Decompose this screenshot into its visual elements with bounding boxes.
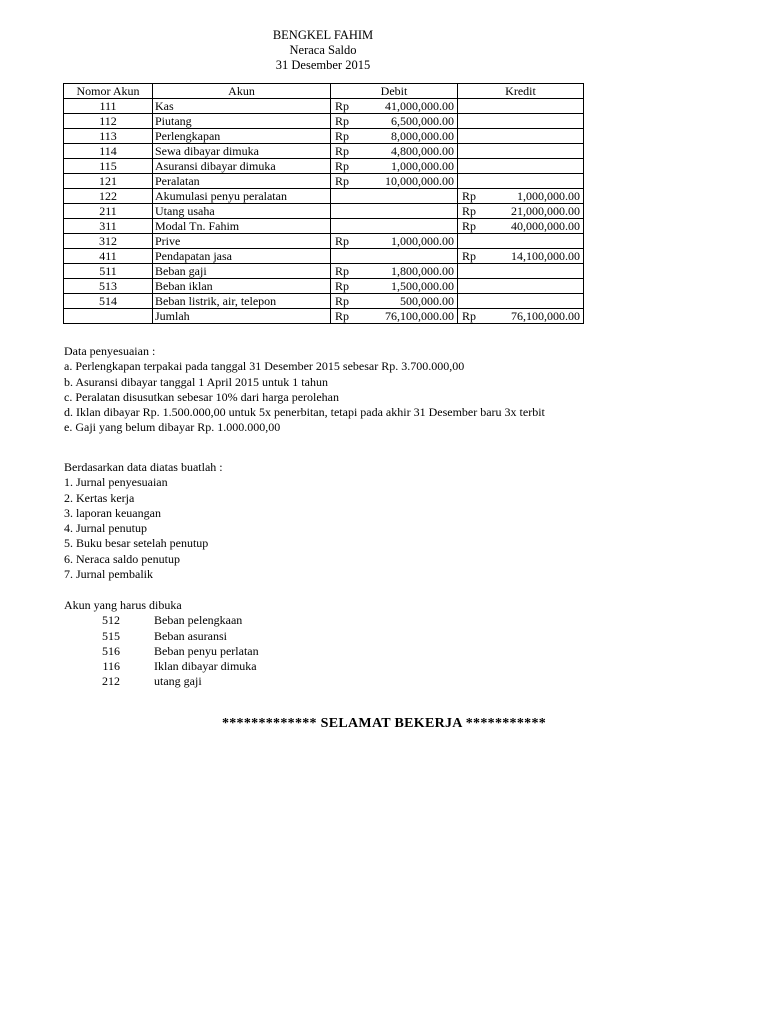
- credit-currency: Rp: [462, 309, 477, 323]
- debit-currency: Rp: [335, 159, 350, 173]
- debit-cell: [331, 144, 458, 159]
- credit-cell: [458, 99, 584, 114]
- credit-amount: 76,100,000.00: [511, 309, 580, 323]
- debit-cell: [331, 264, 458, 279]
- debit-cell: [331, 204, 458, 219]
- credit-cell: [458, 114, 584, 129]
- column-header-kredit: Kredit: [458, 84, 584, 99]
- account-name-cell: Piutang: [153, 114, 331, 129]
- report-title: Neraca Saldo: [289, 43, 357, 57]
- table-row: [64, 159, 584, 174]
- debit-cell: [331, 189, 458, 204]
- new-accounts-section: [64, 598, 259, 690]
- report-date: 31 Desember 2015: [275, 58, 371, 72]
- table-row: [64, 189, 584, 204]
- debit-currency: Rp: [335, 144, 350, 158]
- credit-cell: [458, 129, 584, 144]
- debit-currency: Rp: [335, 174, 350, 188]
- task-item: 5. Buku besar setelah penutup: [64, 536, 209, 551]
- debit-cell: [331, 129, 458, 144]
- company-name: BENGKEL FAHIM: [272, 28, 374, 42]
- debit-currency: Rp: [335, 234, 350, 248]
- task-item: 3. laporan keuangan: [64, 505, 161, 520]
- debit-cell: [331, 219, 458, 234]
- debit-currency: Rp: [335, 264, 350, 278]
- debit-cell: [331, 279, 458, 294]
- credit-amount: 1,000,000.00: [517, 189, 580, 203]
- table-row: [64, 144, 584, 159]
- account-name-cell: Akumulasi penyu peralatan: [153, 189, 331, 204]
- account-name-cell: Beban listrik, air, telepon: [153, 294, 331, 309]
- table-row: [64, 99, 584, 114]
- trial-balance-table: [63, 83, 584, 324]
- account-number-cell: 111: [64, 99, 153, 114]
- column-header-debit: Debit: [331, 84, 458, 99]
- table-row: [64, 174, 584, 189]
- account-name-cell: Modal Tn. Fahim: [153, 219, 331, 234]
- tasks-section: [64, 460, 223, 582]
- account-name-cell: Prive: [153, 234, 331, 249]
- new-account-number: 116: [102, 659, 120, 674]
- table-header-row: [64, 84, 584, 99]
- account-name-cell: Kas: [153, 99, 331, 114]
- tasks-title: Berdasarkan data diatas buatlah :: [64, 460, 223, 474]
- table-body: [64, 99, 584, 324]
- account-number-cell: 122: [64, 189, 153, 204]
- adjustment-item-a: a. Perlengkapan terpakai pada tanggal 31 Desember 2015 sebesar Rp. 3.700.000,00: [64, 359, 465, 374]
- credit-cell: [458, 159, 584, 174]
- credit-cell: [458, 279, 584, 294]
- account-name-cell: Beban iklan: [153, 279, 331, 294]
- debit-amount: 500,000.00: [400, 294, 454, 308]
- table-row: [64, 114, 584, 129]
- account-name-cell: Jumlah: [153, 309, 331, 324]
- table-row: [64, 264, 584, 279]
- task-item: 1. Jurnal penyesuaian: [64, 475, 168, 490]
- debit-currency: Rp: [335, 129, 350, 143]
- account-number-cell: 115: [64, 159, 153, 174]
- account-number-cell: 513: [64, 279, 153, 294]
- account-number-cell: 511: [64, 264, 153, 279]
- new-account-name: Iklan dibayar dimuka: [154, 659, 257, 674]
- debit-amount: 6,500,000.00: [391, 114, 454, 128]
- account-number-cell: 112: [64, 114, 153, 129]
- account-name-cell: Peralatan: [153, 174, 331, 189]
- debit-amount: 76,100,000.00: [385, 309, 454, 323]
- account-name-cell: Pendapatan jasa: [153, 249, 331, 264]
- new-account-row: [64, 659, 257, 674]
- debit-currency: Rp: [335, 294, 350, 308]
- account-number-cell: [64, 309, 153, 324]
- new-account-number: 515: [102, 628, 120, 643]
- column-header-akun: Akun: [153, 84, 331, 99]
- account-number-cell: 114: [64, 144, 153, 159]
- new-account-name: utang gaji: [154, 674, 202, 689]
- credit-currency: Rp: [462, 189, 477, 203]
- account-number-cell: 121: [64, 174, 153, 189]
- credit-cell: [458, 249, 584, 264]
- table-row: [64, 204, 584, 219]
- adjustments-section: [64, 344, 545, 436]
- table-row: [64, 294, 584, 309]
- adjustment-item-e: e. Gaji yang belum dibayar Rp. 1.000.000,00: [64, 420, 281, 435]
- account-number-cell: 113: [64, 129, 153, 144]
- debit-amount: 41,000,000.00: [385, 99, 454, 113]
- new-account-row: [64, 628, 227, 644]
- new-account-number: 512: [102, 613, 120, 628]
- credit-cell: [458, 174, 584, 189]
- table-row: [64, 309, 584, 324]
- debit-amount: 8,000,000.00: [391, 129, 454, 143]
- task-item: 4. Jurnal penutup: [64, 521, 147, 536]
- adjustments-title: Data penyesuaian :: [64, 344, 156, 358]
- account-name-cell: Sewa dibayar dimuka: [153, 144, 331, 159]
- debit-amount: 1,000,000.00: [391, 234, 454, 248]
- debit-currency: Rp: [335, 99, 350, 113]
- debit-cell: [331, 114, 458, 129]
- adjustment-item-b: b. Asuransi dibayar tanggal 1 April 2015 untuk 1 tahun: [64, 374, 328, 389]
- debit-cell: [331, 99, 458, 114]
- debit-cell: [331, 234, 458, 249]
- credit-currency: Rp: [462, 204, 477, 218]
- new-account-row: [64, 643, 259, 659]
- credit-cell: [458, 144, 584, 159]
- credit-cell: [458, 309, 584, 324]
- account-name-cell: Asuransi dibayar dimuka: [153, 159, 331, 174]
- account-number-cell: 411: [64, 249, 153, 264]
- credit-cell: [458, 189, 584, 204]
- table-row: [64, 279, 584, 294]
- credit-currency: Rp: [462, 219, 477, 233]
- credit-cell: [458, 294, 584, 309]
- adjustment-item-d: d. Iklan dibayar Rp. 1.500.000,00 untuk 5x penerbitan, tetapi pada akhir 31 Desember baru 3x terbit: [64, 405, 545, 420]
- debit-amount: 1,000,000.00: [391, 159, 454, 173]
- account-name-cell: Beban gaji: [153, 264, 331, 279]
- new-accounts-title: Akun yang harus dibuka: [64, 598, 182, 612]
- table-row: [64, 234, 584, 249]
- task-item: 2. Kertas kerja: [64, 490, 135, 505]
- credit-cell: [458, 264, 584, 279]
- debit-amount: 1,500,000.00: [391, 279, 454, 293]
- account-number-cell: 211: [64, 204, 153, 219]
- credit-currency: Rp: [462, 249, 477, 263]
- debit-currency: Rp: [335, 114, 350, 128]
- debit-cell: [331, 174, 458, 189]
- new-account-number: 212: [102, 674, 120, 689]
- account-number-cell: 514: [64, 294, 153, 309]
- new-account-number: 516: [102, 643, 120, 658]
- new-account-name: Beban penyu perlatan: [154, 643, 259, 658]
- credit-amount: 21,000,000.00: [511, 204, 580, 218]
- task-item: 7. Jurnal pembalik: [64, 567, 153, 582]
- document-header: [0, 28, 646, 73]
- debit-currency: Rp: [335, 279, 350, 293]
- adjustment-item-c: c. Peralatan disusutkan sebesar 10% dari harga perolehan: [64, 389, 340, 404]
- credit-amount: 40,000,000.00: [511, 219, 580, 233]
- debit-amount: 4,800,000.00: [391, 144, 454, 158]
- debit-currency: Rp: [335, 309, 350, 323]
- account-name-cell: Utang usaha: [153, 204, 331, 219]
- credit-cell: [458, 204, 584, 219]
- debit-amount: 10,000,000.00: [385, 174, 454, 188]
- task-item: 6. Neraca saldo penutup: [64, 551, 180, 566]
- credit-amount: 14,100,000.00: [511, 249, 580, 263]
- credit-cell: [458, 234, 584, 249]
- account-name-cell: Perlengkapan: [153, 129, 331, 144]
- new-account-row: [64, 613, 243, 628]
- new-account-row: [64, 674, 202, 689]
- debit-cell: [331, 159, 458, 174]
- debit-cell: [331, 249, 458, 264]
- debit-amount: 1,800,000.00: [391, 264, 454, 278]
- credit-cell: [458, 219, 584, 234]
- new-account-name: Beban asuransi: [154, 628, 227, 643]
- closing-message: ************* SELAMAT BEKERJA ***********: [221, 716, 547, 731]
- new-account-name: Beban pelengkaan: [154, 613, 243, 628]
- debit-cell: [331, 294, 458, 309]
- account-number-cell: 312: [64, 234, 153, 249]
- table-row: [64, 249, 584, 264]
- account-number-cell: 311: [64, 219, 153, 234]
- table-row: [64, 129, 584, 144]
- debit-cell: [331, 309, 458, 324]
- column-header-nomor-akun: Nomor Akun: [64, 84, 153, 99]
- table-row: [64, 219, 584, 234]
